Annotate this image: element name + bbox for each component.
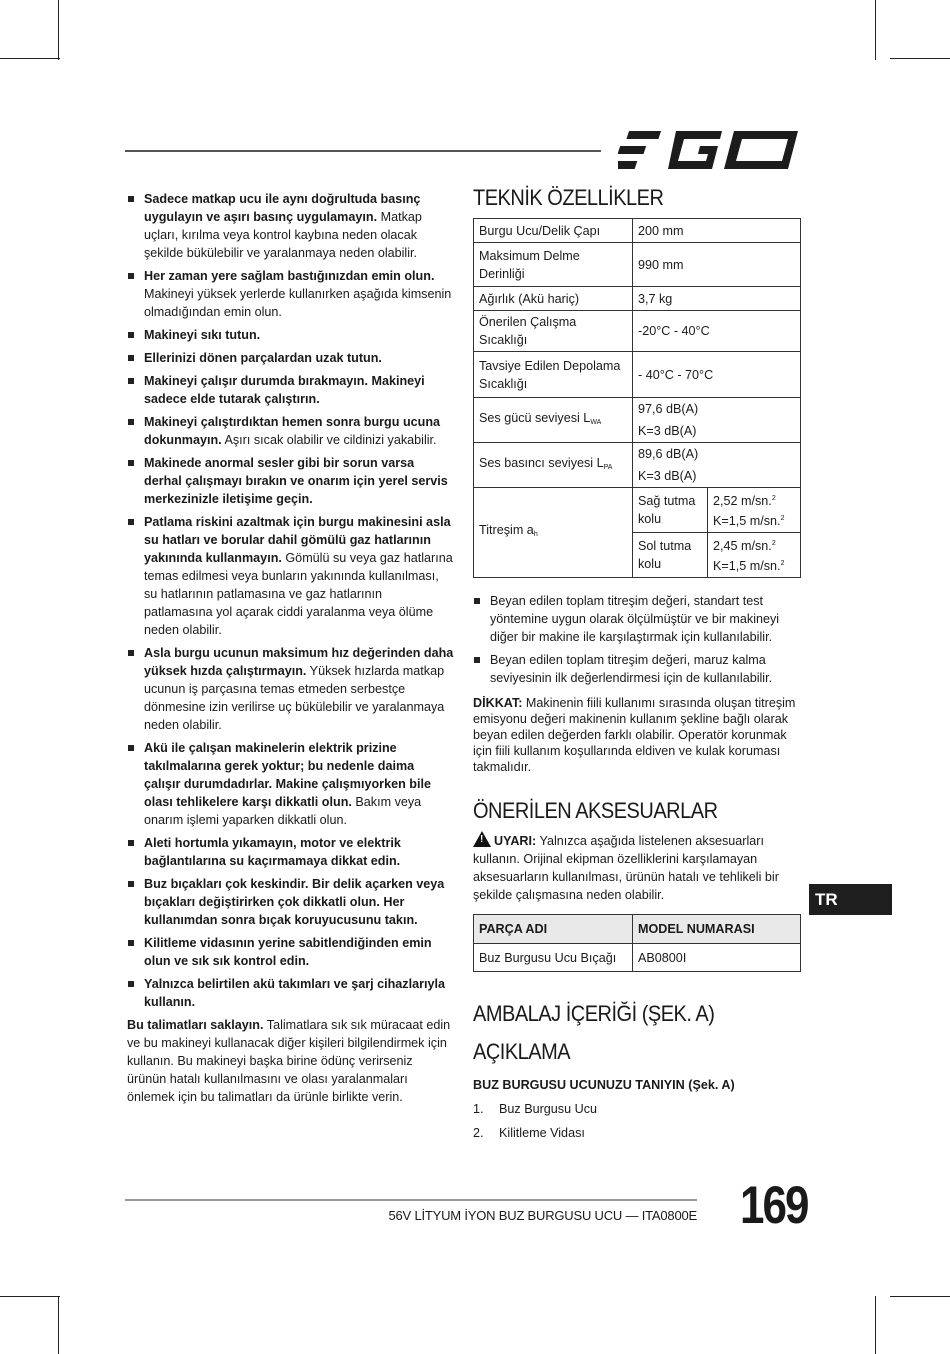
bullet-icon [128,745,134,751]
list-item: Patlama riskini azaltmak için burgu makinesini asla su hatları ve borular dahil gömülü gaz hatlarının yakınında kullanmayın. Gömülü su veya gaz hatlarına temas edilmesi veya bunların yakınında kullanılması, su hatlarının patlamasına ve gaz hatlarının patlamasına yol açarak ciddi yaralanma veya ölüme neden olabilir. [127,513,454,639]
crop-mark [875,0,876,60]
table-row: K=3 dB(A) [474,465,801,488]
list-item: 1. Buz Burgusu Ucu [473,1102,598,1116]
left-handle-values: 2,45 m/sn.$^2$ K=1,5 m/sn.$^2$ [708,533,801,578]
parts-list [473,1100,803,1142]
list-item: Ellerinizi dönen parçalardan uzak tutun. [127,349,454,367]
safety-instructions [127,190,454,1106]
table-row: Sol tutma kolu 2,45 m/sn.$^2$ K=1,5 m/sn.$^2$ [474,533,801,578]
footer-title: 56V LİTYUM İYON BUZ BURGUSU UCU — ITA0800E [388,1208,697,1223]
description-title: AÇIKLAMA [473,1039,571,1065]
bullet-icon [128,419,134,425]
table-row: Maksimum Delme Derinliği 990 mm [474,243,801,287]
bullet-icon [128,460,134,466]
crop-mark [0,58,60,59]
vibration-notes [473,592,803,687]
list-item: Makineyi çalışır durumda bırakmayın. Makineyi sadece elde tutarak çalıştırın. [127,372,454,408]
bullet-icon [474,598,480,604]
bullet-icon [128,981,134,987]
bullet-icon [128,840,134,846]
bullet-icon [128,940,134,946]
specs-title: TEKNİK ÖZELLİKLER [473,185,664,211]
list-item: Beyan edilen toplam titreşim değeri, maruz kalma seviyesinin ilk değerlendirmesi için de kullanılabilir. [473,651,803,687]
crop-mark [890,1296,950,1297]
accessories-table [473,914,801,972]
warning-paragraph: ! UYARI: Yalnızca aşağıda listelenen aksesuarları kullanın. Orijinal ekipman özelliklerini karşılamayan aksesuarların kullanılması, ürünün hatalı ve tehlikeli bir şekilde çalışmasına neden olabilir. [473,831,803,904]
list-item: Yalnızca belirtilen akü takımları ve şarj cihazlarıyla kullanın. [127,975,454,1011]
table-row: Önerilen Çalışma Sıcaklığı -20°C - 40°C [474,311,801,352]
accessories-title: ÖNERİLEN AKSESUARLAR [473,798,718,824]
list-item: Buz bıçakları çok keskindir. Bir delik açarken veya bıçakları değiştirirken çok dikkatli olun. Her kullanımdan sonra bıçak koruyucusunu takın. [127,875,454,929]
bullet-icon [128,378,134,384]
package-title: AMBALAJ İÇERİĞİ (ŞEK. A) [473,1001,715,1027]
right-handle-values: 2,52 m/sn.$^2$ K=1,5 m/sn.$^2$ [708,488,801,533]
list-item: Beyan edilen toplam titreşim değeri, standart test yöntemine uygun olarak ölçülmüştür ve bir makineyi diğer bir makine ile karşılaştırmak için kullanılabilir. [473,592,803,646]
page-number: 169 [740,1176,808,1235]
footer-rule [125,1199,697,1201]
bullet-icon [128,650,134,656]
list-item: 2. Kilitleme Vidası [473,1126,585,1140]
table-row: Ses basıncı seviyesi $L_{PA}$ 89,6 dB(A) [474,443,801,466]
header-rule [125,150,601,152]
table-row: K=3 dB(A) [474,420,801,443]
sound-power-label: Ses gücü seviyesi $L_{WA}$ [474,398,633,443]
table-row: Tavsiye Edilen Depolama Sıcaklığı - 40°C - 70°C [474,352,801,398]
sound-pressure-label: Ses basıncı seviyesi $L_{PA}$ [474,443,633,488]
vibration-label: Titreşim $a_h$ [474,488,633,578]
list-item: Aleti hortumla yıkamayın, motor ve elektrik bağlantılarına su kaçırmamaya dikkat edin. [127,834,454,870]
table-row: Buz Burgusu Ucu Bıçağı AB0800I [474,944,801,972]
description-subtitle: BUZ BURGUSU UCUNUZU TANIYIN (Şek. A) [473,1078,735,1092]
crop-mark [890,58,950,59]
table-header-row: PARÇA ADI MODEL NUMARASI [474,915,801,944]
crop-mark [0,1296,60,1297]
bullet-icon [474,657,480,663]
bullet-icon [128,881,134,887]
bullet-icon [128,273,134,279]
table-row: Ağırlık (Akü hariç) 3,7 kg [474,287,801,311]
table-row: Titreşim $a_h$ Sağ tutma kolu 2,52 m/sn.$^2$ K=1,5 m/sn.$^2$ [474,488,801,533]
crop-mark [875,1296,876,1354]
table-row: Burgu Ucu/Delik Çapı 200 mm [474,219,801,243]
bullet-icon [128,519,134,525]
warning-icon: ! [473,831,491,847]
list-item: Her zaman yere sağlam bastığınızdan emin olun. Makineyi yüksek yerlerde kullanırken aşağıda kimsenin olmadığından emin olun. [127,267,454,321]
language-tab: TR [809,884,892,915]
crop-mark [58,0,59,60]
specs-table [473,218,801,578]
caution-paragraph: DİKKAT: Makinenin fiili kullanımı sırasında oluşan titreşim emisyonu değeri makinenin kullanım şekline bağlı olarak beyan edilen değerden farklı olabilir. Operatör korunmak için fiili kullanım koşullarında eldiven ve kulak koruması takmalıdır. [473,696,796,774]
right-column [473,185,803,1142]
crop-mark [58,1296,59,1354]
bullet-icon [128,196,134,202]
bullet-icon [128,332,134,338]
list-item: Akü ile çalışan makinelerin elektrik prizine takılmalarına gerek yoktur; bu nedenle daima çalışır durumdadırlar. Makine çalışmıyorken bile olası tehlikelere karşı dikkatli olun. Bakım veya onarım işlemi yaparken dikkatli olun. [127,739,454,829]
list-item: Kilitleme vidasının yerine sabitlendiğinden emin olun ve sık sık kontrol edin. [127,934,454,970]
list-item: Asla burgu ucunun maksimum hız değerinden daha yüksek hızda çalıştırmayın. Yüksek hızlarda matkap ucunun iş parçasına temas etmeden serbestçe dönmesine izin verilirse uç bükülebilir ve yaralanmaya neden olabilir. [127,644,454,734]
list-item: Sadece matkap ucu ile aynı doğrultuda basınç uygulayın ve aşırı basınç uygulamayın. Matkap uçları, kırılma veya kontrol kaybına neden olacak şekilde bükülebilir ve yaralanmaya neden olabilir. [127,190,454,262]
list-item: Makinede anormal sesler gibi bir sorun varsa derhal çalışmayı bırakın ve onarım için yerel servis merkezinizle iletişime geçin. [127,454,454,508]
list-item: Makineyi sıkı tutun. [127,326,454,344]
ego-logo [618,128,800,172]
save-instructions-paragraph: Bu talimatları saklayın. Talimatlara sık sık müracaat edin ve bu makineyi kullanacak diğer kişileri bilgilendirmek için kullanın. Bu makineyi başka birine ödünç verirseniz ürünün hatalı kullanılmasını ve olası yaralanmaları önlemek için bu talimatları da ürünle birlikte verin. [127,1018,451,1104]
bullet-icon [128,355,134,361]
list-item: Makineyi çalıştırdıktan hemen sonra burgu ucuna dokunmayın. Aşırı sıcak olabilir ve cildinizi yakabilir. [127,413,454,449]
table-row: Ses gücü seviyesi $L_{WA}$ 97,6 dB(A) [474,398,801,421]
